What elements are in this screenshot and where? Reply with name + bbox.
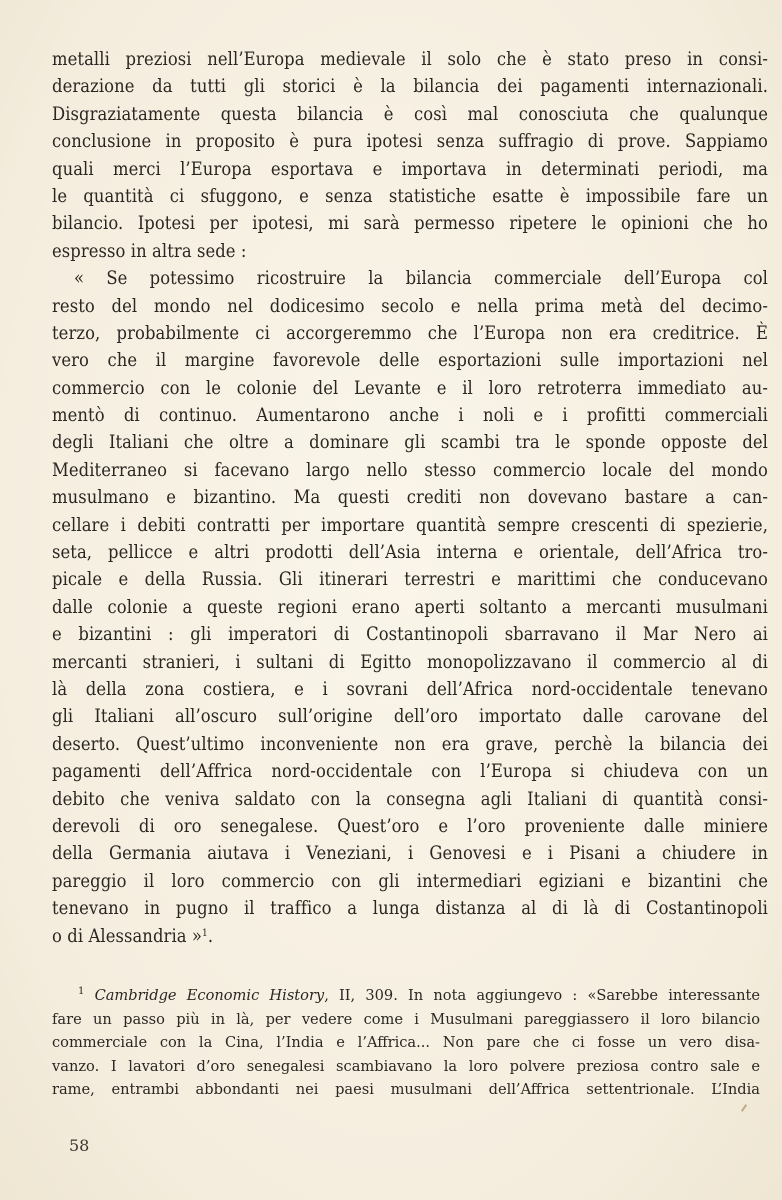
footnote-line: vanzo. I lavatori d’oro senegalesi scambiavano la loro polvere preziosa contro sale e xyxy=(52,1057,760,1075)
text-line: degli Italiani che oltre a dominare gli scambi tra le sponde opposte del xyxy=(52,432,768,454)
text-line: resto del mondo nel dodicesimo secolo e nella prima metà del decimo- xyxy=(52,295,768,317)
text-line: conclusione in proposito è pura ipotesi senza suffragio di prove. Sappiamo xyxy=(52,131,768,153)
main-text-block xyxy=(52,46,768,950)
footnote-line xyxy=(64,984,760,1008)
text-line: mercanti stranieri, i sultani di Egitto monopolizzavano il commercio al di xyxy=(52,651,768,673)
text-line: pagamenti dell’Affrica nord-occidentale con l’Europa si chiudeva con un xyxy=(52,761,768,783)
text-line: metalli preziosi nell’Europa medievale il solo che è stato preso in consi- xyxy=(52,49,768,70)
text-line: terzo, probabilmente ci accorgeremmo che l’Europa non era creditrice. È xyxy=(52,322,768,344)
footnote-source-title: Cambridge Economic History xyxy=(94,987,325,1004)
footnote-line: commerciale con la Cina, l’India e l’Affrica... Non pare che ci fosse un vero disa- xyxy=(52,1034,760,1052)
pencil-mark xyxy=(741,1104,747,1112)
text-line: mentò di continuo. Aumentarono anche i noli e i profitti commerciali xyxy=(52,405,768,427)
text-line: pareggio il loro commercio con gli intermediari egiziani e bizantini che xyxy=(52,870,768,892)
text-line: e bizantini : gli imperatori di Costantinopoli sbarravano il Mar Nero ai xyxy=(52,624,768,646)
text-line: Disgraziatamente questa bilancia è così mal conosciuta che qualunque xyxy=(52,103,768,125)
text-line: là della zona costiera, e i sovrani dell’Africa nord-occidentale tenevano xyxy=(52,678,768,700)
text-line: debito che veniva saldato con la consegna agli Italiani di quantità consi- xyxy=(52,788,768,810)
footnote-reference[interactable]: 1 xyxy=(202,927,208,939)
text-line: seta, pellicce e altri prodotti dell’Asia interna e orientale, dell’Africa tro- xyxy=(52,542,768,564)
text-line: tenevano in pugno il traffico a lunga distanza al di là di Costantinopoli xyxy=(52,898,768,920)
text-line: Mediterraneo si facevano largo nello stesso commercio locale del mondo xyxy=(52,459,768,481)
footnote-line: fare un passo più in là, per vedere come i Musulmani pareggiassero il loro bilancio xyxy=(52,1010,760,1028)
quote-first-line: « Se potessimo ricostruire la bilancia commerciale dell’Europa col xyxy=(74,268,768,290)
quote-last-line: o di Alessandria »$^1$. xyxy=(52,925,214,947)
text-line: cellare i debiti contratti per importare quantità sempre crescenti di spezierie, xyxy=(52,514,768,536)
text-line: le quantità ci sfuggono, e senza statistiche esatte è impossibile fare un xyxy=(52,185,768,207)
quote-end-text: o di Alessandria » xyxy=(52,925,203,947)
footnote-text: , II, 309. In nota aggiungevo : «Sarebbe interessante xyxy=(324,987,760,1004)
page-number: 58 xyxy=(69,1136,90,1155)
text-line: picale e della Russia. Gli itinerari terrestri e marittimi che conducevano xyxy=(52,569,768,591)
text-line: dalle colonie a queste regioni erano aperti soltanto a mercanti musulmani xyxy=(52,596,768,618)
text-line: derevoli di oro senegalese. Quest’oro e l’oro proveniente dalle miniere xyxy=(52,815,768,837)
text-line: bilancio. Ipotesi per ipotesi, mi sarà permesso ripetere le opinioni che ho xyxy=(52,213,768,235)
text-line: musulmano e bizantino. Ma questi crediti non dovevano bastare a can- xyxy=(52,487,768,509)
text-line: vero che il margine favorevole delle esportazioni sulle importazioni nel xyxy=(52,350,768,372)
text-line: deserto. Quest’ultimo inconveniente non era grave, perchè la bilancia dei xyxy=(52,733,768,755)
text-line: quali merci l’Europa esportava e importava in determinati periodi, ma xyxy=(52,158,768,180)
text-line: commercio con le colonie del Levante e il loro retroterra immediato au- xyxy=(52,377,768,399)
text-line: gli Italiani all’oscuro sull’origine dell’oro importato dalle carovane del xyxy=(52,706,768,728)
text-line: derazione da tutti gli storici è la bilancia dei pagamenti internazionali. xyxy=(52,76,768,98)
footnote-line: rame, entrambi abbondanti nei paesi musulmani dell’Affrica settentrionale. L’India xyxy=(52,1081,760,1099)
text-line: della Germania aiutava i Veneziani, i Genovesi e i Pisani a chiudere in xyxy=(52,843,768,865)
text-line: espresso in altra sede : xyxy=(52,240,247,262)
footnotes xyxy=(52,984,760,1102)
footnote-marker: 1 xyxy=(78,986,85,997)
